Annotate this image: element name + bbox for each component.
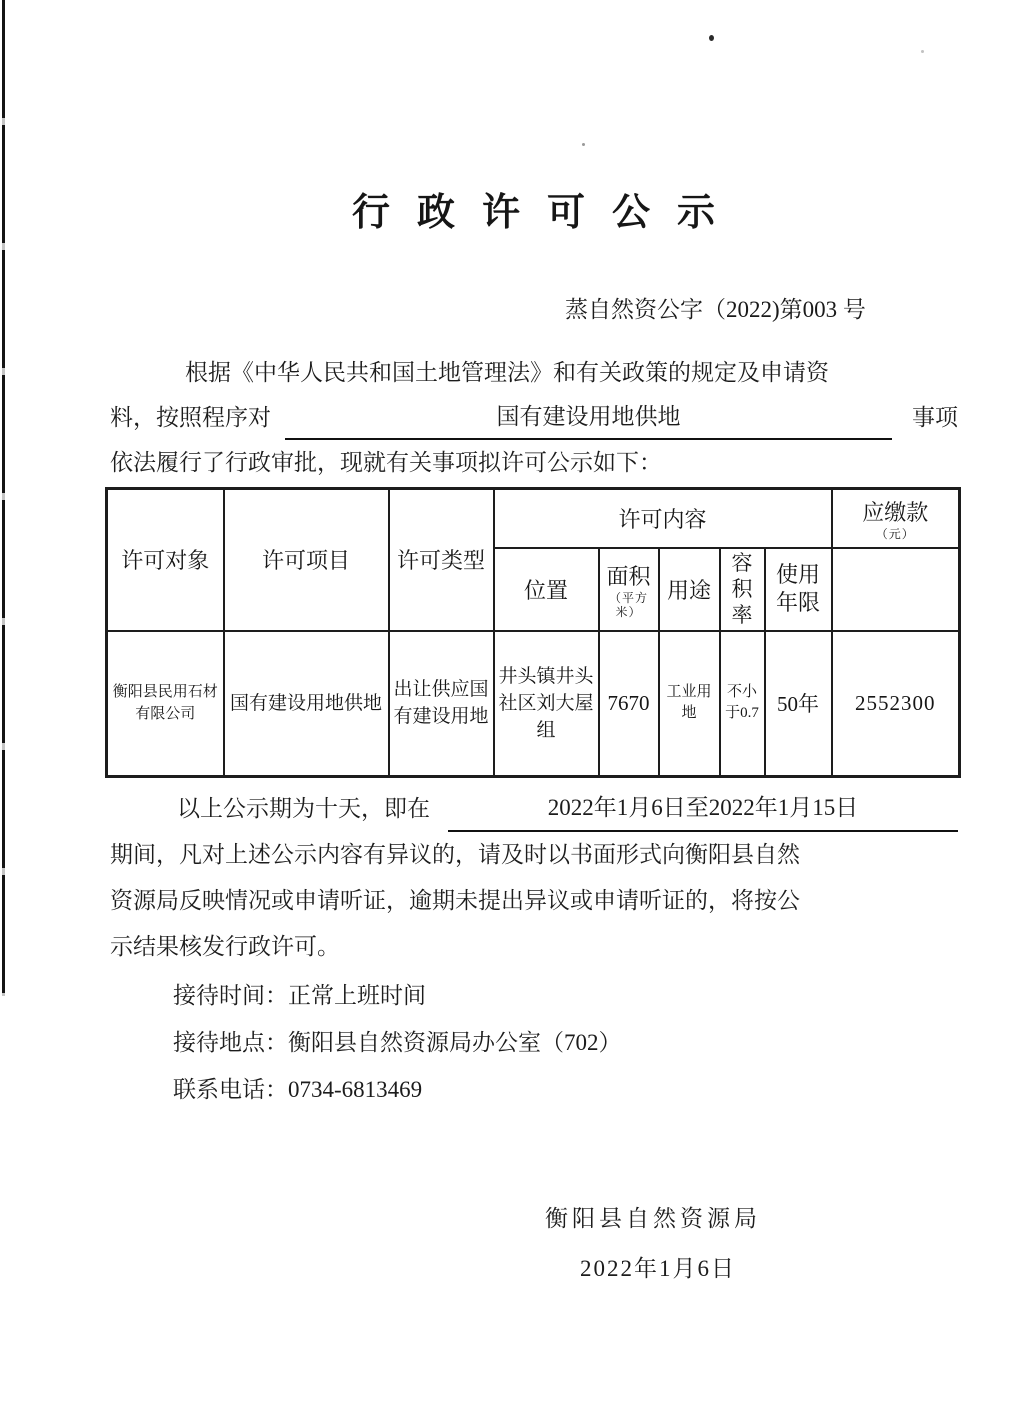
intro-line-2-prefix: 料，按照程序对 [110,405,271,430]
notice-line-4: 示结果核发行政许可。 [110,934,340,959]
th-permit-object: 许可对象 [107,489,224,631]
scan-speck [921,50,924,53]
intro-line-3: 依法履行了行政审批，现就有关事项拟许可公示如下： [110,450,662,475]
notice-line-1 [110,786,958,832]
contact-place: 接待地点：衡阳县自然资源局办公室（702） [173,1030,622,1055]
cell-area: 7670 [599,631,659,777]
intro-blank-underlined-value: 国有建设用地供地 [285,395,892,440]
scan-speck [709,35,714,41]
contact-info [173,972,622,1113]
permit-table [105,487,961,778]
notice-line-2: 期间，凡对上述公示内容有异议的，请及时以书面形式向衡阳县自然 [110,842,800,867]
cell-location: 井头镇井头社区刘大屋组 [494,631,599,777]
th-permit-type: 许可类型 [389,489,494,631]
th-area-unit: （平方米） [608,590,648,619]
th-use: 用途 [659,548,720,631]
intro-line-2-suffix: 事项 [912,405,958,430]
th-area [599,548,659,631]
cell-use: 工业用地 [659,631,720,777]
th-payment-label: 应缴款 [862,499,929,525]
th-area-label: 面积 [606,563,651,589]
notice-paragraph [110,786,958,970]
contact-time: 接待时间：正常上班时间 [173,983,426,1008]
th-permit-project: 许可项目 [224,489,389,631]
th-payment [832,489,960,548]
th-plot-ratio: 容积率 [720,548,765,631]
intro-paragraph [110,350,958,485]
notice-line-1-prefix: 以上公示期为十天，即在 [177,796,430,821]
th-payment-unit: （元） [875,526,915,541]
scan-edge-artifact [2,0,5,996]
page-title: 行政许可公示 [352,192,743,234]
document-number: 蒸自然资公字（2022)第003 号 [565,297,866,322]
cell-permit-project: 国有建设用地供地 [224,631,389,777]
intro-line-2 [110,395,958,440]
notice-line-3: 资源局反映情况或申请听证，逾期未提出异议或申请听证的，将按公 [110,888,800,913]
intro-line-1: 根据《中华人民共和国土地管理法》和有关政策的规定及申请资 [185,360,829,385]
cell-permit-object: 衡阳县民用石材有限公司 [107,631,224,777]
th-permit-content-group: 许可内容 [494,489,832,548]
signature-date: 2022年1月6日 [580,1256,736,1281]
contact-phone: 联系电话：0734-6813469 [173,1077,423,1102]
table-row [107,631,960,777]
th-location: 位置 [494,548,599,631]
cell-years: 50年 [765,631,832,777]
signature-organization: 衡阳县自然资源局 [545,1206,761,1231]
cell-plot-ratio: 不小于0.7 [720,631,765,777]
th-payment-spacer [832,548,960,631]
th-years: 使用年限 [765,548,832,631]
cell-payment: 2552300 [832,631,960,777]
cell-permit-type: 出让供应国有建设用地 [389,631,494,777]
scan-speck [582,143,585,146]
notice-period-underlined-value: 2022年1月6日至2022年1月15日 [448,786,958,832]
